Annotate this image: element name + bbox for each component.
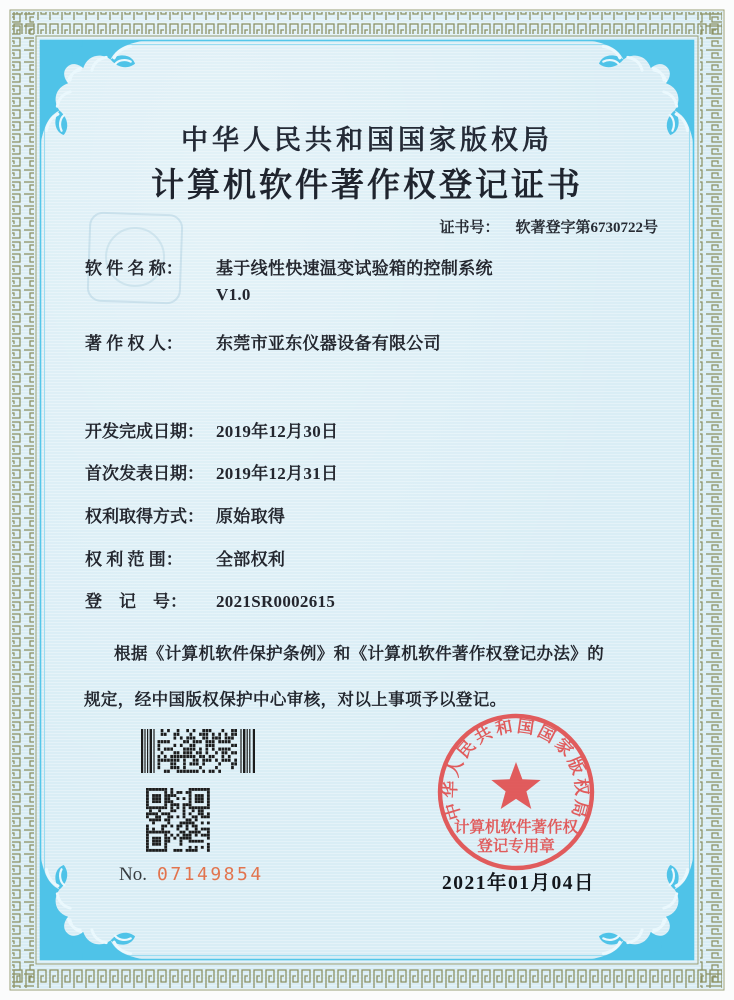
issue-date: 2021年01月04日 (442, 873, 596, 894)
outer-hairline (10, 10, 724, 990)
barcode (141, 729, 255, 774)
field-label: 登 记 号： (85, 592, 187, 611)
field-label: 著 作 权 人： (85, 334, 183, 353)
software-version: V1.0 (216, 285, 251, 304)
authority-title: 中华人民共和国国家版权局 (181, 125, 553, 155)
field-row-publication-date (85, 461, 338, 487)
serial-number-line (119, 864, 264, 886)
seal-line-2: 登记专用章 (477, 838, 555, 855)
certificate-title: 计算机软件著作权登记证书 (151, 168, 583, 204)
certificate-number-line (0, 216, 658, 237)
field-label: 权 利 范 围： (85, 550, 183, 569)
field-label: 开发完成日期： (85, 422, 204, 441)
completion-date: 2019年12月30日 (216, 422, 339, 441)
field-value (216, 256, 493, 308)
seal-ring-text: 中华人民共和国国家版权局 (440, 716, 592, 823)
greek-key-border-bottom (12, 966, 722, 988)
certificate-number-label: 证书号： (439, 220, 500, 236)
field-row-copyright-owner (85, 331, 441, 357)
statement-line-2: 规定，经中国版权保护中心审核，对以上事项予以登记。 (84, 690, 507, 709)
certificate-number-value: 软著登字第6730722号 (515, 220, 658, 236)
copyright-owner: 东莞市亚东仪器设备有限公司 (216, 334, 441, 353)
field-row-acquisition-method (85, 504, 285, 530)
greek-key-border-top (12, 12, 722, 34)
publication-date: 2019年12月31日 (216, 464, 339, 483)
rights-scope: 全部权利 (216, 550, 286, 569)
field-row-rights-scope (85, 547, 285, 573)
field-row-registration-number (85, 589, 335, 615)
field-row-software-name (85, 256, 493, 308)
seal-line-1: 计算机软件著作权 (453, 819, 579, 836)
star-icon (491, 762, 540, 809)
qr-code (146, 788, 210, 852)
field-label: 首次发表日期： (85, 464, 204, 483)
statement-line-1: 根据《计算机软件保护条例》和《计算机软件著作权登记办法》的 (114, 644, 605, 663)
software-name: 基于线性快速温变试验箱的控制系统 (216, 259, 493, 278)
field-label: 软 件 名 称： (85, 259, 183, 278)
field-label: 权利取得方式： (85, 507, 204, 526)
acquisition-method: 原始取得 (216, 507, 286, 526)
serial-number: 07149854 (156, 864, 264, 885)
registration-number: 2021SR0002615 (216, 592, 336, 611)
official-seal (416, 692, 616, 892)
serial-prefix: No. (119, 864, 147, 885)
field-row-completion-date (85, 419, 338, 445)
